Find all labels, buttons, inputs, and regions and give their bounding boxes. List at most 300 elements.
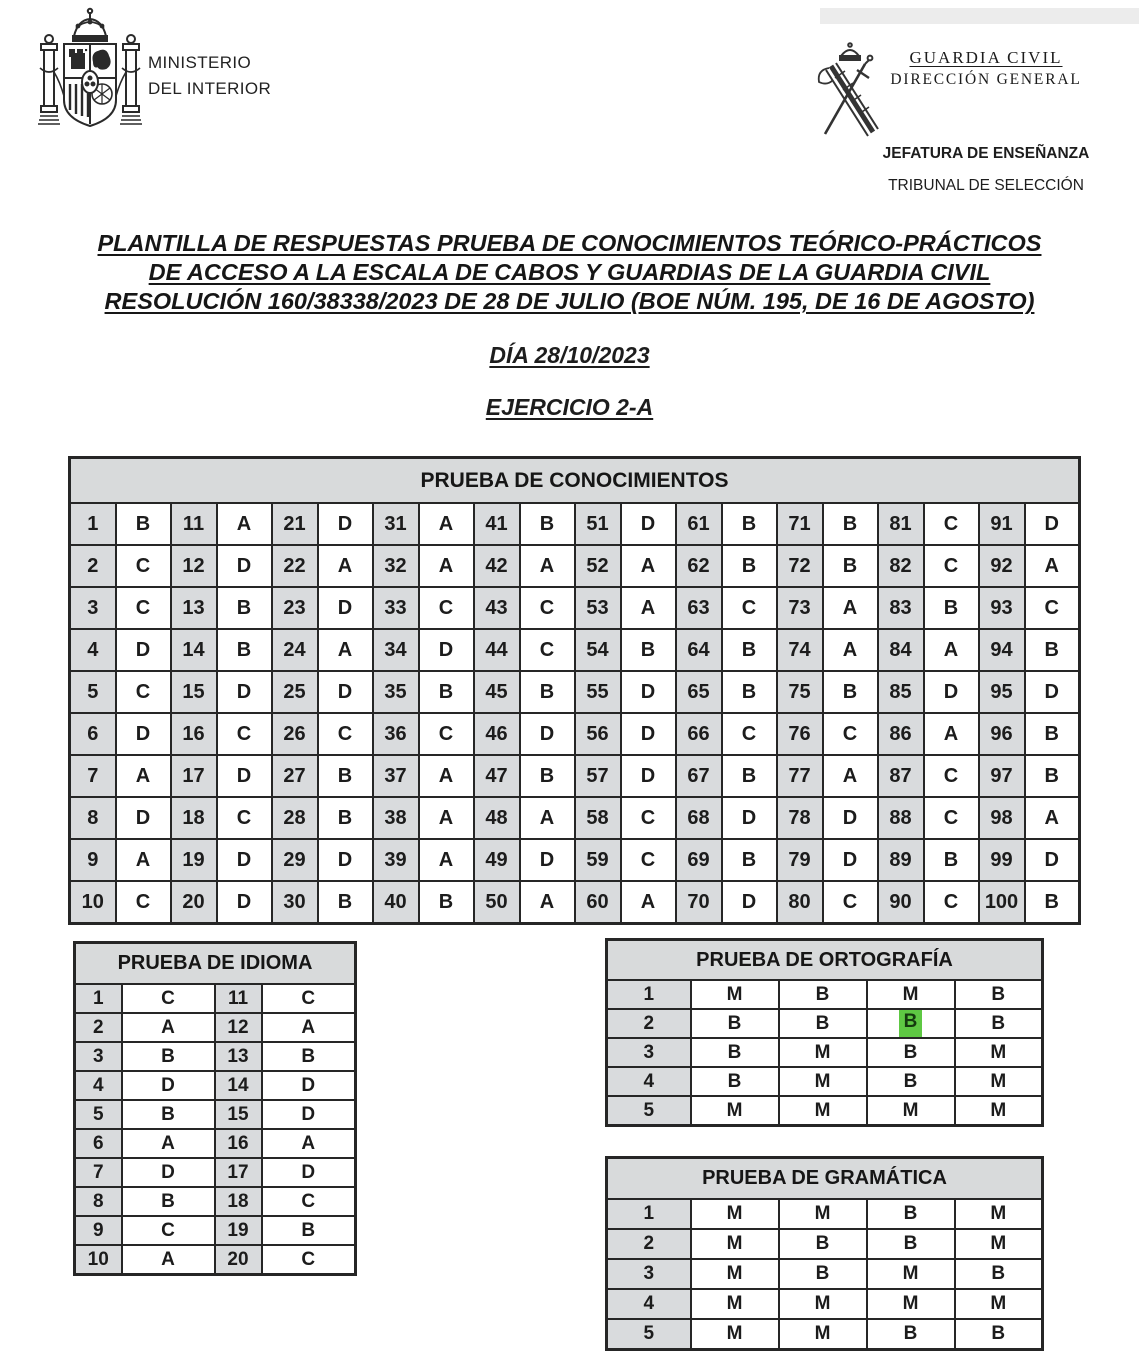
question-number: 48 [474,797,520,839]
answer-value: C [1025,587,1080,629]
question-number: 31 [373,503,419,545]
question-number: 47 [474,755,520,797]
gramatica-body [607,1199,1043,1350]
question-number: 77 [777,755,823,797]
question-number: 86 [878,713,924,755]
answer-value: B [520,671,575,713]
question-number: 19 [215,1216,262,1245]
answer-value: D [419,629,474,671]
answer-value: A [122,1013,215,1042]
answer-value: D [722,881,777,924]
answer-value: A [520,797,575,839]
question-number: 70 [676,881,722,924]
answer-value: D [318,587,373,629]
answer-value: D [217,671,272,713]
answer-value: D [520,839,575,881]
answer-value: D [722,797,777,839]
conocimientos-title: PRUEBA DE CONOCIMIENTOS [70,458,1080,504]
answer-value: B [955,1009,1043,1038]
answer-value: A [823,755,878,797]
answer-value: B [722,839,777,881]
question-number: 96 [979,713,1025,755]
question-number: 2 [75,1013,122,1042]
conocimientos-row [70,881,1080,924]
question-number: 37 [373,755,419,797]
question-number: 100 [979,881,1025,924]
question-number: 51 [575,503,621,545]
answer-value: C [419,587,474,629]
conocimientos-row [70,587,1080,629]
answer-value: D [217,545,272,587]
gramatica-title: PRUEBA DE GRAMÁTICA [607,1158,1043,1200]
answer-value: D [318,671,373,713]
answer-value: A [621,587,676,629]
conocimientos-row [70,839,1080,881]
question-number: 24 [272,629,318,671]
answer-value: A [116,839,171,881]
answer-value: B [1025,713,1080,755]
question-number: 40 [373,881,419,924]
ortografia-table [605,938,1044,1127]
question-number: 30 [272,881,318,924]
idioma-row [75,984,356,1013]
question-number: 1 [70,503,116,545]
question-number: 67 [676,755,722,797]
answer-value: B [955,980,1043,1009]
question-number: 72 [777,545,823,587]
question-number: 14 [215,1071,262,1100]
question-number: 83 [878,587,924,629]
answer-value: M [779,1319,867,1350]
answer-value: B [691,1038,779,1067]
conocimientos-row [70,629,1080,671]
idioma-row [75,1071,356,1100]
ministry-line2: DEL INTERIOR [148,78,272,98]
question-number: 4 [70,629,116,671]
question-number: 6 [75,1129,122,1158]
answer-value: M [955,1289,1043,1319]
question-number: 26 [272,713,318,755]
question-number: 90 [878,881,924,924]
answer-value: M [779,1096,867,1126]
question-number: 11 [215,984,262,1013]
answer-value: B [779,1009,867,1038]
answer-value: M [955,1038,1043,1067]
answer-value: D [262,1071,356,1100]
ministry-line1: MINISTERIO [148,53,252,72]
question-number: 9 [70,839,116,881]
question-number: 63 [676,587,722,629]
answer-value: C [262,1187,356,1216]
ortografia-row [607,1096,1043,1126]
question-number: 4 [607,1067,691,1096]
question-number: 60 [575,881,621,924]
answer-value: B [722,671,777,713]
answer-value: B [823,671,878,713]
answer-value: A [116,755,171,797]
question-number: 19 [171,839,217,881]
answer-value: C [217,797,272,839]
question-number: 28 [272,797,318,839]
answer-value: B [955,1319,1043,1350]
document-title [0,229,1139,316]
gramatica-table [605,1156,1044,1351]
answer-value: C [116,545,171,587]
question-number: 7 [70,755,116,797]
ortografia-row [607,1038,1043,1067]
question-number: 8 [75,1187,122,1216]
answer-value: B [779,980,867,1009]
answer-value: A [520,881,575,924]
question-number: 4 [607,1289,691,1319]
answer-value: D [621,503,676,545]
idioma-row [75,1245,356,1275]
question-number: 81 [878,503,924,545]
answer-value: D [621,755,676,797]
answer-value: D [116,629,171,671]
idioma-header-row [75,943,356,985]
answer-value: M [867,980,955,1009]
answer-value: B [262,1216,356,1245]
question-number: 13 [171,587,217,629]
gramatica-row [607,1319,1043,1350]
answer-value [867,1009,955,1038]
conocimientos-row [70,797,1080,839]
exercise-label: EJERCICIO 2-A [485,394,654,420]
answer-value: M [691,980,779,1009]
answer-value: B [122,1100,215,1129]
answer-value: B [867,1199,955,1229]
question-number: 98 [979,797,1025,839]
answer-value: C [621,797,676,839]
question-number: 2 [70,545,116,587]
answer-value: M [691,1096,779,1126]
question-number: 4 [75,1071,122,1100]
answer-value: M [691,1199,779,1229]
question-number: 50 [474,881,520,924]
answer-value: D [217,839,272,881]
question-number: 17 [171,755,217,797]
question-number: 14 [171,629,217,671]
answer-value: A [122,1129,215,1158]
answer-value: D [621,713,676,755]
answer-value: B [217,629,272,671]
question-number: 25 [272,671,318,713]
answer-value: D [823,797,878,839]
question-number: 88 [878,797,924,839]
ortografia-body [607,980,1043,1126]
answer-value: A [318,629,373,671]
answer-value: A [262,1013,356,1042]
question-number: 7 [75,1158,122,1187]
answer-value: M [955,1199,1043,1229]
answer-value: C [924,545,979,587]
question-number: 54 [575,629,621,671]
answer-value: D [116,797,171,839]
answer-value: B [1025,629,1080,671]
answer-value: B [318,797,373,839]
answer-value: A [924,713,979,755]
question-number: 78 [777,797,823,839]
answer-value: B [691,1067,779,1096]
question-number: 95 [979,671,1025,713]
question-number: 1 [75,984,122,1013]
answer-value: B [924,839,979,881]
answer-value: D [217,881,272,924]
gramatica-row [607,1199,1043,1229]
answer-value: C [262,1245,356,1275]
question-number: 43 [474,587,520,629]
answer-value: C [924,503,979,545]
question-number: 39 [373,839,419,881]
question-number: 73 [777,587,823,629]
answer-value: D [122,1158,215,1187]
gramatica-row [607,1259,1043,1289]
answer-value: C [924,797,979,839]
question-number: 49 [474,839,520,881]
question-number: 5 [70,671,116,713]
question-number: 85 [878,671,924,713]
answer-value: B [867,1319,955,1350]
question-number: 89 [878,839,924,881]
answer-value: C [924,881,979,924]
idioma-row [75,1042,356,1071]
answer-value: D [262,1100,356,1129]
answer-value: M [779,1038,867,1067]
answer-value: A [823,587,878,629]
answer-value: B [691,1009,779,1038]
scan-artifact-bar [820,8,1139,24]
answer-value: B [779,1259,867,1289]
question-number: 65 [676,671,722,713]
answer-value: A [419,839,474,881]
answer-value: D [924,671,979,713]
conocimientos-row [70,503,1080,545]
answer-value: B [867,1067,955,1096]
answer-value: B [722,629,777,671]
question-number: 12 [171,545,217,587]
gramatica-row [607,1289,1043,1319]
answer-value: B [419,881,474,924]
question-number: 46 [474,713,520,755]
answer-value: M [691,1289,779,1319]
question-number: 16 [171,713,217,755]
answer-value: C [116,587,171,629]
idioma-body [75,984,356,1275]
question-number: 16 [215,1129,262,1158]
answer-value: C [520,587,575,629]
question-number: 35 [373,671,419,713]
answer-value: A [1025,545,1080,587]
idioma-row [75,1013,356,1042]
answer-value: A [318,545,373,587]
idioma-table [73,941,357,1276]
guardia-civil-title: GUARDIA CIVIL [909,48,1063,67]
ministry-label [148,50,271,101]
idioma-row [75,1129,356,1158]
answer-value: A [621,881,676,924]
question-number: 59 [575,839,621,881]
idioma-row [75,1158,356,1187]
question-number: 3 [607,1038,691,1067]
spain-coat-of-arms-icon [36,6,144,144]
answer-value: A [419,545,474,587]
ortografia-row [607,980,1043,1009]
conocimientos-row [70,671,1080,713]
answer-value: A [1025,797,1080,839]
answer-value: C [122,1216,215,1245]
question-number: 53 [575,587,621,629]
answer-value: B [520,503,575,545]
idioma-row [75,1187,356,1216]
highlighted-answer: B [899,1010,923,1037]
question-number: 80 [777,881,823,924]
answer-value: D [1025,671,1080,713]
question-number: 44 [474,629,520,671]
answer-value: A [621,545,676,587]
question-number: 3 [75,1042,122,1071]
question-number: 10 [70,881,116,924]
answer-value: B [116,503,171,545]
answer-value: B [722,755,777,797]
question-number: 5 [607,1096,691,1126]
question-number: 57 [575,755,621,797]
tribunal-label: TRIBUNAL DE SELECCIÓN [888,177,1084,194]
question-number: 92 [979,545,1025,587]
question-number: 94 [979,629,1025,671]
question-number: 66 [676,713,722,755]
answer-value: M [691,1229,779,1259]
ortografia-title: PRUEBA DE ORTOGRAFÍA [607,940,1043,981]
question-number: 11 [171,503,217,545]
question-number: 93 [979,587,1025,629]
answer-value: M [955,1067,1043,1096]
answer-value: B [122,1042,215,1071]
ortografia-row [607,1009,1043,1038]
answer-value: C [722,713,777,755]
conocimientos-row [70,545,1080,587]
answer-value: A [924,629,979,671]
answer-value: D [262,1158,356,1187]
question-number: 1 [607,980,691,1009]
question-number: 79 [777,839,823,881]
question-number: 27 [272,755,318,797]
answer-value: A [419,755,474,797]
answer-value: B [1025,881,1080,924]
question-number: 52 [575,545,621,587]
answer-value: C [217,713,272,755]
answer-value: M [779,1067,867,1096]
answer-value: C [621,839,676,881]
answer-value: B [1025,755,1080,797]
conocimientos-table [68,456,1081,925]
answer-value: C [823,713,878,755]
answer-value: C [318,713,373,755]
question-number: 56 [575,713,621,755]
question-number: 36 [373,713,419,755]
conocimientos-row [70,713,1080,755]
question-number: 75 [777,671,823,713]
answer-value: C [116,881,171,924]
answer-value: A [122,1245,215,1275]
answer-value: A [217,503,272,545]
idioma-row [75,1216,356,1245]
question-number: 34 [373,629,419,671]
question-number: 91 [979,503,1025,545]
question-number: 99 [979,839,1025,881]
question-number: 21 [272,503,318,545]
question-number: 62 [676,545,722,587]
answer-value: M [691,1259,779,1289]
question-number: 87 [878,755,924,797]
question-number: 9 [75,1216,122,1245]
answer-value: A [419,797,474,839]
answer-value: C [122,984,215,1013]
question-number: 41 [474,503,520,545]
answer-value: D [520,713,575,755]
answer-value: C [262,984,356,1013]
question-number: 45 [474,671,520,713]
question-number: 76 [777,713,823,755]
conocimientos-row [70,755,1080,797]
answer-value: M [691,1319,779,1350]
answer-value: B [262,1042,356,1071]
question-number: 64 [676,629,722,671]
answer-value: B [318,755,373,797]
question-number: 42 [474,545,520,587]
answer-value: C [419,713,474,755]
answer-value: B [823,503,878,545]
question-number: 17 [215,1158,262,1187]
question-number: 5 [607,1319,691,1350]
answer-value: M [779,1199,867,1229]
answer-value: M [779,1289,867,1319]
direccion-general-label: DIRECCIÓN GENERAL [890,71,1082,88]
answer-value: C [520,629,575,671]
question-number: 82 [878,545,924,587]
idioma-title: PRUEBA DE IDIOMA [75,943,356,985]
question-number: 2 [607,1229,691,1259]
title-line-1: PLANTILLA DE RESPUESTAS PRUEBA DE CONOCIMIENTOS TEÓRICO-PRÁCTICOS [97,230,1042,256]
answer-value: C [722,587,777,629]
question-number: 58 [575,797,621,839]
question-number: 2 [607,1009,691,1038]
question-number: 71 [777,503,823,545]
answer-value: B [621,629,676,671]
answer-value: C [116,671,171,713]
question-number: 20 [215,1245,262,1275]
answer-value: B [955,1259,1043,1289]
answer-value: A [262,1129,356,1158]
question-number: 68 [676,797,722,839]
title-line-3: RESOLUCIÓN 160/38338/2023 DE 28 DE JULIO (BOE NÚM. 195, DE 16 DE AGOSTO) [104,288,1035,314]
answer-value: D [122,1071,215,1100]
answer-value: M [867,1096,955,1126]
answer-value: B [924,587,979,629]
question-number: 32 [373,545,419,587]
answer-value: B [867,1229,955,1259]
answer-value: D [217,755,272,797]
answer-value: B [520,755,575,797]
answer-value: C [924,755,979,797]
answer-value: D [116,713,171,755]
answer-value: A [823,629,878,671]
question-number: 61 [676,503,722,545]
answer-value: D [318,503,373,545]
question-number: 5 [75,1100,122,1129]
conocimientos-header-row [70,458,1080,504]
question-number: 18 [171,797,217,839]
